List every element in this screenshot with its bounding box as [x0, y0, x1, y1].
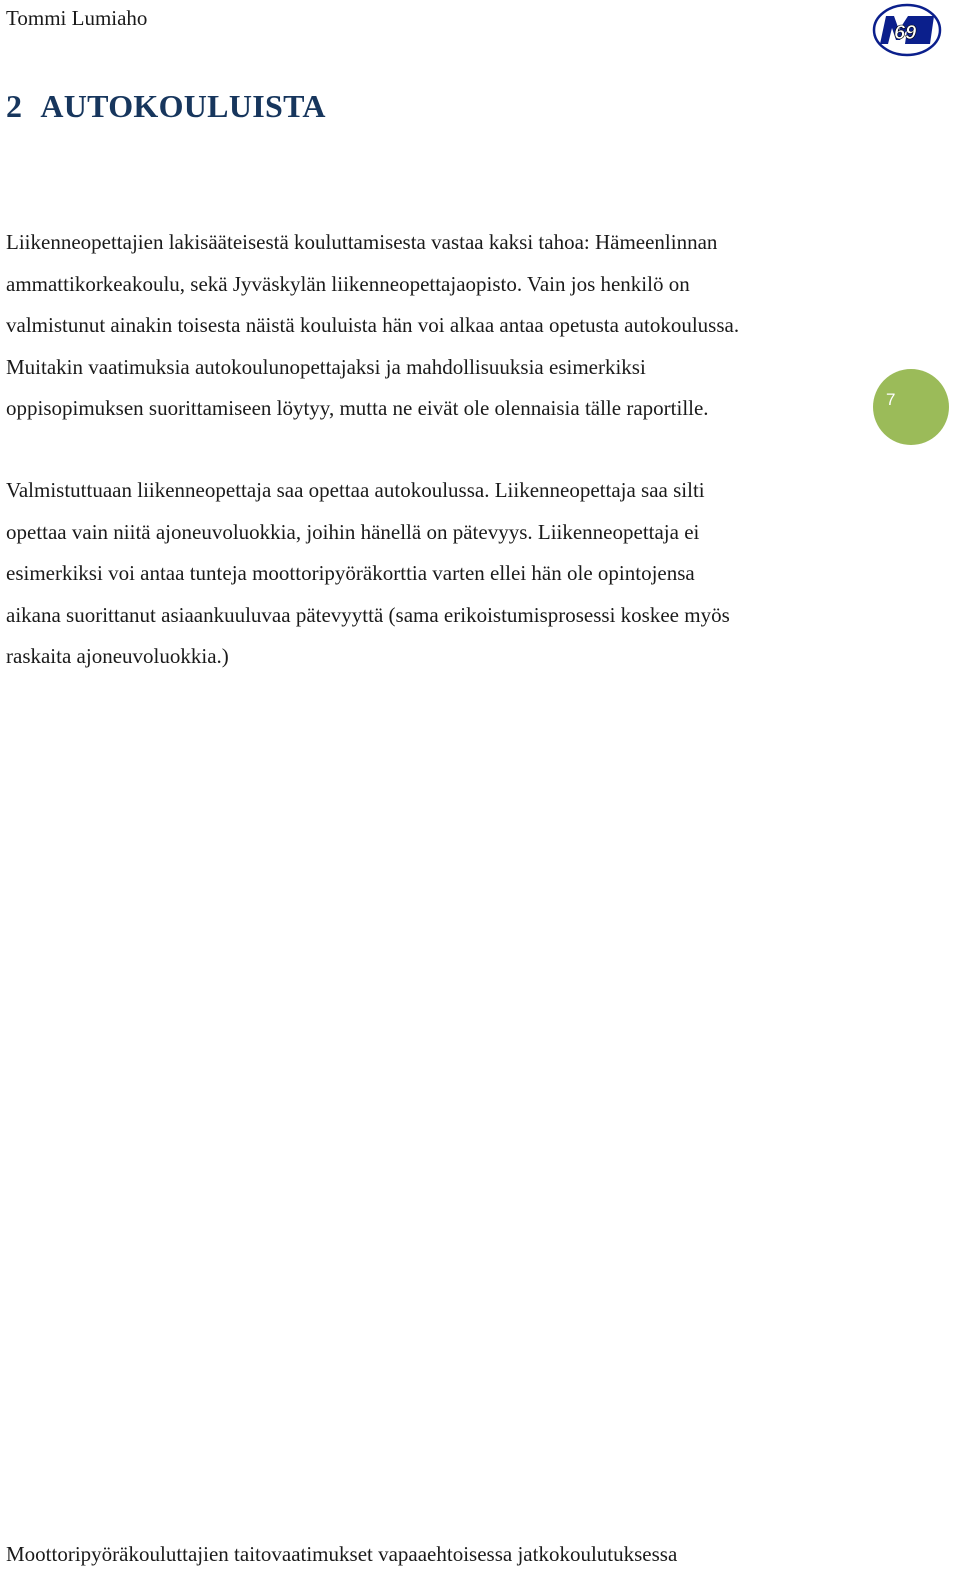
chapter-title: AUTOKOULUISTA [40, 88, 326, 124]
paragraph-line: ammattikorkeakoulu, sekä Jyväskylän liikenneopettajaopisto. Vain jos henkilö on [6, 271, 690, 296]
paragraph-line: Liikenneopettajien lakisääteisestä kouluttamisesta vastaa kaksi tahoa: Hämeenlinnan [6, 230, 718, 254]
header-author: Tommi Lumiaho [6, 6, 148, 30]
paragraph-line: opettaa vain niitä ajoneuvoluokkia, joihin hänellä on pätevyys. Liikenneopettaja ei [6, 519, 700, 544]
chapter-heading [6, 86, 326, 126]
paragraph-line: Muitakin vaatimuksia autokoulunopettajaksi ja mahdollisuuksia esimerkiksi [6, 354, 646, 379]
page-number: 7 [886, 390, 896, 409]
paragraph-1 [6, 222, 866, 430]
paragraph-line: Valmistuttuaan liikenneopettaja saa opettaa autokoulussa. Liikenneopettaja saa silti [6, 478, 705, 502]
paragraph-line: valmistunut ainakin toisesta näistä kouluista hän voi alkaa antaa opetusta autokoulussa. [6, 313, 740, 337]
paragraph-line: oppisopimuksen suorittamiseen löytyy, mutta ne eivät ole olennaisia tälle raportille. [6, 396, 709, 420]
logo-text: 69 [894, 22, 917, 44]
footer-title: Moottoripyöräkouluttajien taitovaatimukset vapaaehtoisessa jatkokoulutuksessa [6, 1542, 678, 1566]
paragraph-2 [6, 470, 866, 678]
paragraph-line: aikana suorittanut asiaankuuluvaa pätevyyttä (sama erikoistumisprosessi koskee myös [6, 602, 730, 627]
m69-logo-icon [872, 2, 942, 58]
paragraph-line: esimerkiksi voi antaa tunteja moottoripyöräkorttia varten ellei hän ole opintojensa [6, 561, 695, 585]
paragraph-line: raskaita ajoneuvoluokkia.) [6, 644, 229, 668]
page-number-badge [873, 369, 949, 445]
chapter-number: 2 [6, 88, 23, 124]
